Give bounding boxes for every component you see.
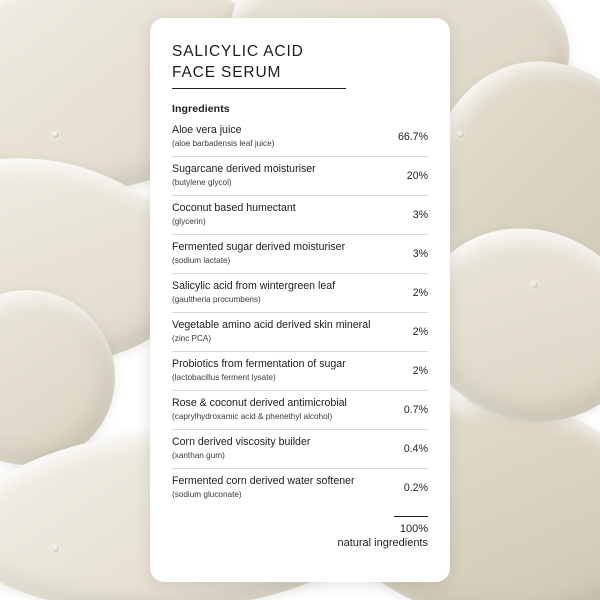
ingredient-inci-name: (glycerin) xyxy=(172,216,206,226)
ingredient-name: Corn derived viscosity builder xyxy=(172,436,311,448)
ingredient-row xyxy=(172,234,428,273)
ingredient-percentage: 2% xyxy=(412,325,428,338)
ingredient-row xyxy=(172,390,428,429)
ingredient-name: Aloe vera juice xyxy=(172,124,242,136)
total-divider xyxy=(394,516,428,517)
ingredient-percentage: 66.7% xyxy=(397,130,428,143)
ingredient-text xyxy=(172,436,388,461)
ingredient-inci-name: (zinc PCA) xyxy=(172,333,212,343)
ingredient-percentage: 0.4% xyxy=(403,442,428,455)
ingredient-name: Probiotics from fermentation of sugar xyxy=(172,358,346,370)
bubble-highlight-icon xyxy=(531,281,538,288)
ingredient-text xyxy=(172,280,388,305)
ingredient-text xyxy=(172,358,388,383)
ingredient-percentage: 0.2% xyxy=(403,481,428,494)
ingredient-name: Fermented corn derived water softener xyxy=(172,475,355,487)
ingredient-inci-name: (xanthan gum) xyxy=(172,450,225,460)
section-heading: Ingredients xyxy=(172,102,230,115)
ingredient-row xyxy=(172,195,428,234)
title-divider xyxy=(172,88,346,89)
ingredient-row xyxy=(172,273,428,312)
ingredient-row xyxy=(172,156,428,195)
ingredient-row xyxy=(172,351,428,390)
bubble-highlight-icon xyxy=(457,131,464,138)
ingredient-name: Salicylic acid from wintergreen leaf xyxy=(172,280,336,292)
ingredient-inci-name: (sodium lactate) xyxy=(172,255,231,265)
ingredient-percentage: 0.7% xyxy=(403,403,428,416)
ingredient-name: Vegetable amino acid derived skin mineral xyxy=(172,319,371,331)
ingredient-text xyxy=(172,241,388,266)
ingredient-row xyxy=(172,122,428,156)
ingredient-inci-name: (aloe barbadensis leaf juice) xyxy=(172,138,275,148)
total-block xyxy=(172,516,428,552)
product-title-line-1: SALICYLIC ACID xyxy=(172,43,304,60)
ingredient-percentage: 2% xyxy=(412,364,428,377)
ingredient-percentage: 3% xyxy=(412,208,428,221)
ingredient-text xyxy=(172,475,388,500)
ingredient-row xyxy=(172,312,428,351)
total-caption: natural ingredients xyxy=(337,537,428,550)
ingredient-name: Sugarcane derived moisturiser xyxy=(172,163,316,175)
ingredient-text xyxy=(172,397,388,422)
ingredient-text xyxy=(172,124,388,149)
bubble-highlight-icon xyxy=(52,131,59,138)
ingredient-name: Coconut based humectant xyxy=(172,202,296,214)
bubble-highlight-icon xyxy=(52,545,59,552)
ingredient-row xyxy=(172,429,428,468)
ingredient-inci-name: (lactobacillus ferment lysate) xyxy=(172,372,276,382)
ingredient-inci-name: (caprylhydroxamic acid & phenethyl alcohol) xyxy=(172,411,333,421)
ingredient-percentage: 3% xyxy=(412,247,428,260)
ingredient-name: Rose & coconut derived antimicrobial xyxy=(172,397,347,409)
ingredient-inci-name: (butylene glycol) xyxy=(172,177,232,187)
ingredient-inci-name: (sodium gluconate) xyxy=(172,489,242,499)
total-percentage: 100% xyxy=(399,522,428,535)
ingredient-percentage: 2% xyxy=(412,286,428,299)
ingredient-text xyxy=(172,202,388,227)
ingredient-inci-name: (gaultheria procumbens) xyxy=(172,294,261,304)
ingredient-row xyxy=(172,468,428,507)
product-title-line-2: FACE SERUM xyxy=(172,63,282,81)
page-title xyxy=(172,42,428,84)
ingredient-percentage: 20% xyxy=(406,169,428,182)
ingredients-card xyxy=(150,18,450,582)
ingredient-text xyxy=(172,319,388,344)
ingredient-name: Fermented sugar derived moisturiser xyxy=(172,241,346,253)
ingredients-list xyxy=(172,122,428,507)
ingredient-text xyxy=(172,163,388,188)
